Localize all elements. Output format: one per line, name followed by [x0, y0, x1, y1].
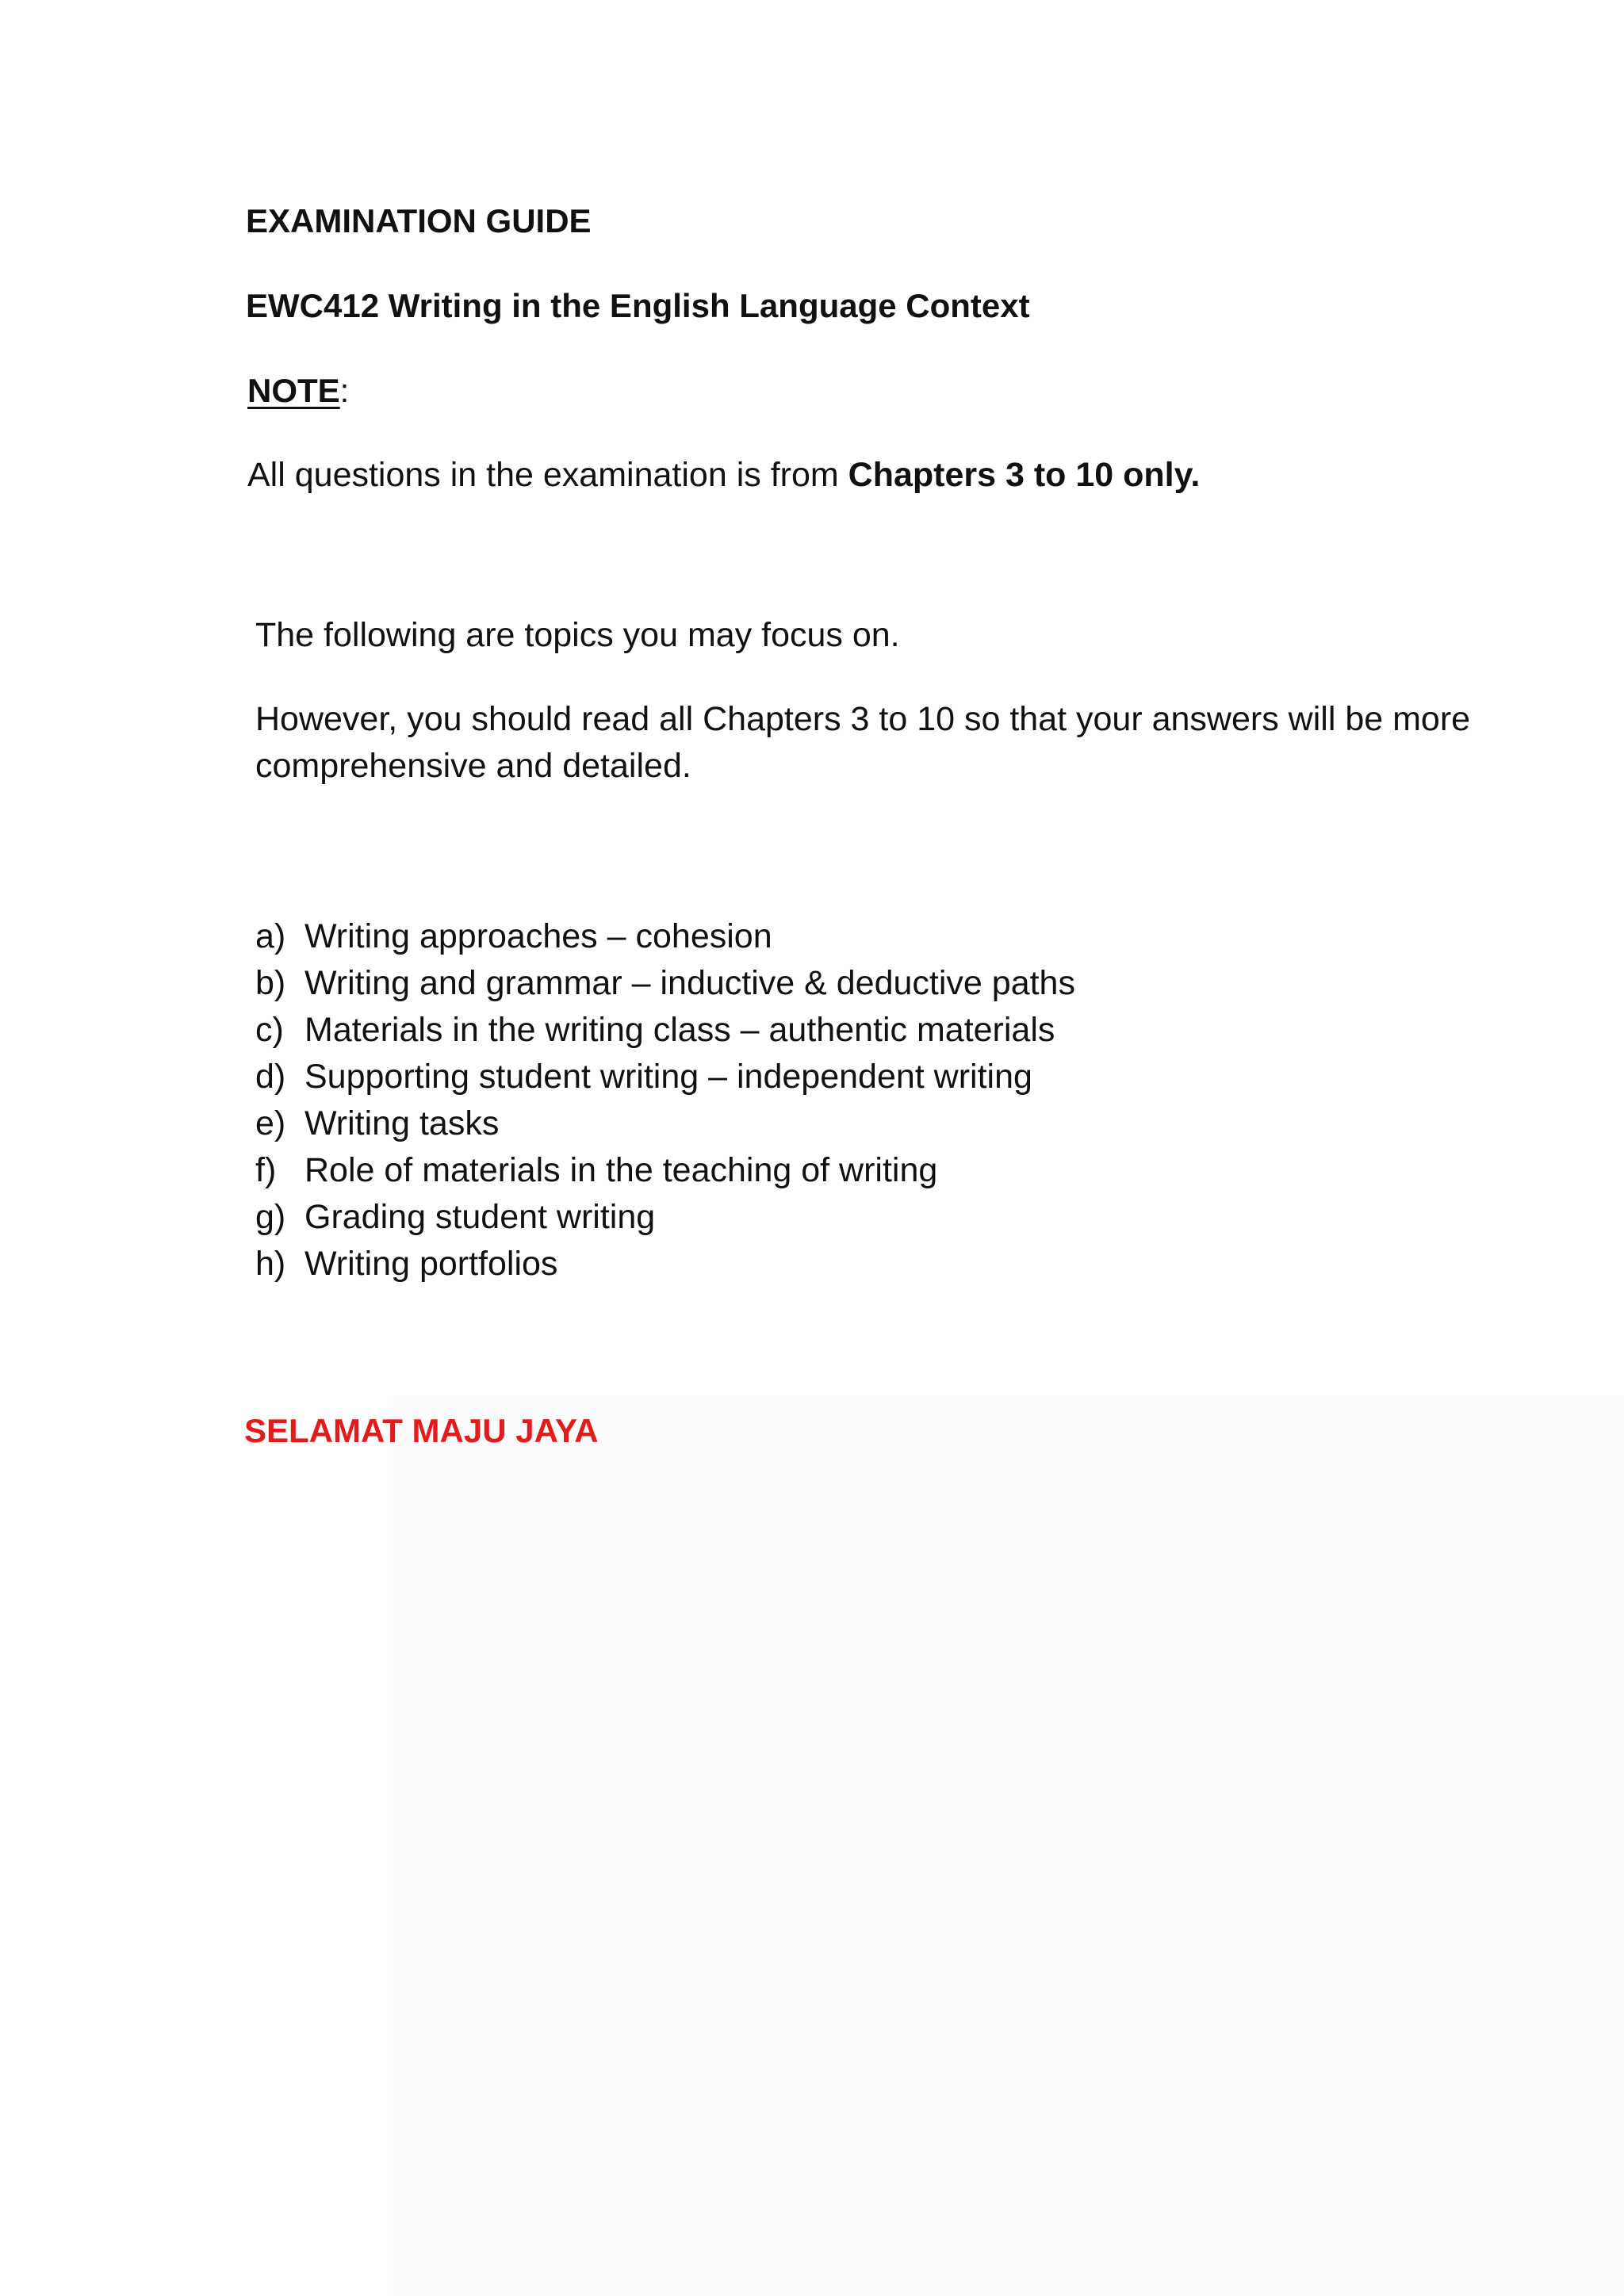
list-marker: d)	[255, 1058, 286, 1096]
closing-greeting: SELAMAT MAJU JAYA	[244, 1412, 599, 1449]
list-marker: b)	[255, 964, 286, 1002]
list-item-text: Writing approaches – cohesion	[304, 917, 772, 955]
list-item-text: Role of materials in the teaching of writing	[304, 1151, 938, 1189]
list-marker: f)	[255, 1151, 277, 1189]
list-item-text: Supporting student writing – independent writing	[304, 1058, 1032, 1096]
note-text-bold: Chapters 3 to 10 only.	[848, 456, 1201, 494]
list-item-text: Writing portfolios	[304, 1245, 558, 1283]
note-text-plain: All questions in the examination is from	[247, 456, 848, 494]
reading-advice: However, you should read all Chapters 3 to 10 so that your answers will be more comprehensive and detailed.	[255, 700, 1471, 785]
page-shading	[393, 1395, 1624, 2296]
list-item	[255, 1147, 1075, 1194]
topics-list	[255, 913, 1075, 1288]
list-item	[255, 913, 1075, 960]
course-title: EWC412 Writing in the English Language Context	[246, 287, 1030, 324]
list-item	[255, 1241, 1075, 1288]
list-item	[255, 960, 1075, 1007]
list-marker: g)	[255, 1198, 286, 1236]
list-item-text: Writing tasks	[304, 1104, 500, 1142]
exam-guide-title: EXAMINATION GUIDE	[246, 202, 592, 239]
note-text	[247, 452, 1200, 498]
list-item-text: Writing and grammar – inductive & deductive paths	[304, 964, 1075, 1002]
list-item	[255, 1100, 1075, 1147]
list-marker: c)	[255, 1011, 284, 1049]
list-item-text: Materials in the writing class – authentic materials	[304, 1011, 1055, 1049]
topics-intro: The following are topics you may focus on.	[255, 616, 900, 654]
list-item	[255, 1007, 1075, 1054]
list-item	[255, 1054, 1075, 1100]
list-marker: e)	[255, 1104, 286, 1142]
list-item	[255, 1194, 1075, 1241]
list-marker: a)	[255, 917, 286, 955]
note-label: NOTE	[247, 372, 340, 409]
list-item-text: Grading student writing	[304, 1198, 656, 1236]
note-heading	[247, 369, 349, 413]
note-colon: :	[339, 372, 350, 409]
list-marker: h)	[255, 1245, 286, 1283]
